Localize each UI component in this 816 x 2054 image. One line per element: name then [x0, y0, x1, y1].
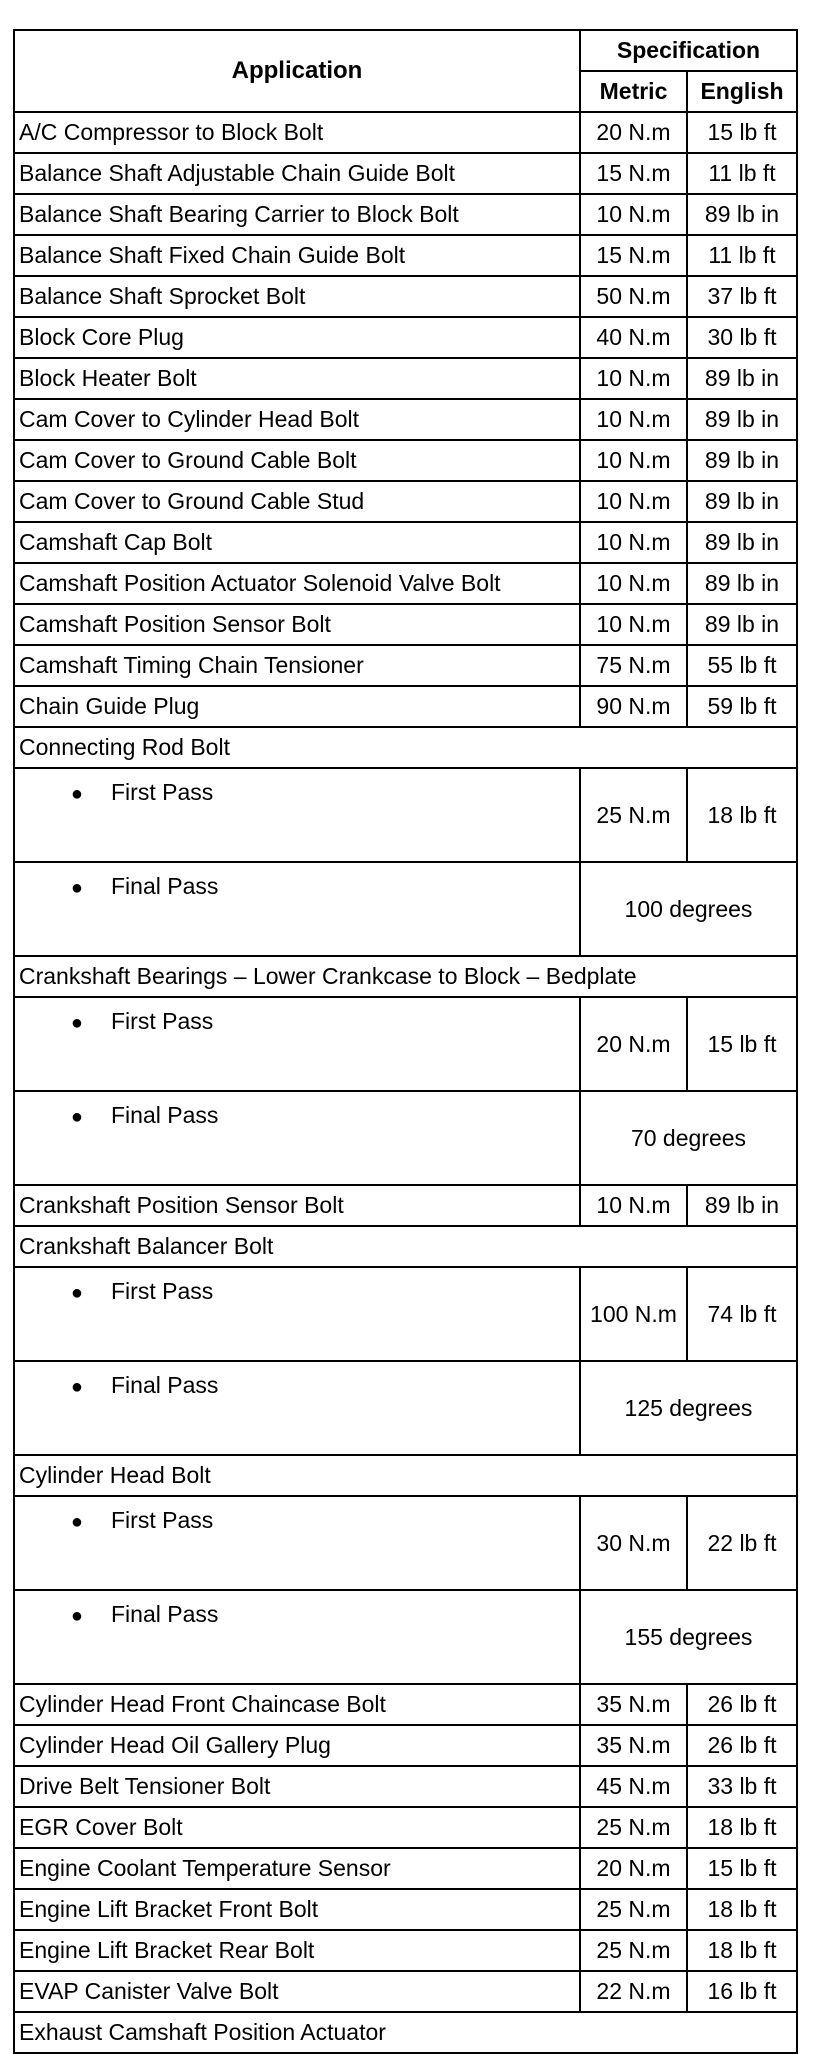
- metric-cell: 10 N.m: [580, 358, 687, 399]
- application-cell: Cam Cover to Cylinder Head Bolt: [14, 399, 580, 440]
- table-row: [14, 1930, 797, 1971]
- metric-cell: 10 N.m: [580, 563, 687, 604]
- bullet-icon: ●: [70, 1012, 83, 1034]
- application-cell: A/C Compressor to Block Bolt: [14, 112, 580, 153]
- metric-cell: 15 N.m: [580, 235, 687, 276]
- english-cell: 37 lb ft: [687, 276, 797, 317]
- metric-cell: 50 N.m: [580, 276, 687, 317]
- english-cell: 11 lb ft: [687, 235, 797, 276]
- group-heading-cell: Exhaust Camshaft Position Actuator: [14, 2012, 797, 2053]
- metric-cell: 20 N.m: [580, 112, 687, 153]
- metric-cell: 40 N.m: [580, 317, 687, 358]
- application-cell: Cylinder Head Front Chaincase Bolt: [14, 1684, 580, 1725]
- table-row: [14, 1766, 797, 1807]
- step-label: Final Pass: [111, 1102, 219, 1128]
- table-row: [14, 686, 797, 727]
- english-header: English: [687, 71, 797, 112]
- application-cell: Camshaft Timing Chain Tensioner: [14, 645, 580, 686]
- metric-cell: 35 N.m: [580, 1725, 687, 1766]
- english-cell: 15 lb ft: [687, 997, 797, 1091]
- step-cell: [14, 1590, 580, 1684]
- table-row: [14, 563, 797, 604]
- english-cell: 15 lb ft: [687, 1848, 797, 1889]
- table-row: [14, 1725, 797, 1766]
- metric-cell: 25 N.m: [580, 1930, 687, 1971]
- metric-cell: 20 N.m: [580, 997, 687, 1091]
- english-cell: 89 lb in: [687, 194, 797, 235]
- table-row: [14, 2012, 797, 2053]
- table-row: [14, 956, 797, 997]
- bullet-icon: ●: [70, 1106, 83, 1128]
- table-row: [14, 399, 797, 440]
- application-cell: Chain Guide Plug: [14, 686, 580, 727]
- table-row: [14, 358, 797, 399]
- step-label: First Pass: [111, 779, 214, 805]
- application-cell: Drive Belt Tensioner Bolt: [14, 1766, 580, 1807]
- specification-header: Specification: [580, 30, 797, 71]
- application-cell: Cam Cover to Ground Cable Bolt: [14, 440, 580, 481]
- table-row: [14, 1971, 797, 2012]
- group-heading-cell: Crankshaft Bearings – Lower Crankcase to Block – Bedplate: [14, 956, 797, 997]
- english-cell: 89 lb in: [687, 604, 797, 645]
- table-row: [14, 194, 797, 235]
- bullet-icon: ●: [70, 1282, 83, 1304]
- step-cell: [14, 768, 580, 862]
- english-cell: 11 lb ft: [687, 153, 797, 194]
- english-cell: 89 lb in: [687, 399, 797, 440]
- english-cell: 89 lb in: [687, 563, 797, 604]
- metric-cell: 10 N.m: [580, 440, 687, 481]
- step-label: Final Pass: [111, 1372, 219, 1398]
- angle-spec-cell: 125 degrees: [580, 1361, 797, 1455]
- application-cell: Camshaft Position Sensor Bolt: [14, 604, 580, 645]
- table-row: [14, 645, 797, 686]
- application-cell: Balance Shaft Sprocket Bolt: [14, 276, 580, 317]
- table-row: [14, 997, 797, 1091]
- english-cell: 59 lb ft: [687, 686, 797, 727]
- table-row: [14, 1091, 797, 1185]
- english-cell: 89 lb in: [687, 522, 797, 563]
- table-row: [14, 440, 797, 481]
- step-label: Final Pass: [111, 873, 219, 899]
- english-cell: 74 lb ft: [687, 1267, 797, 1361]
- english-cell: 18 lb ft: [687, 1930, 797, 1971]
- metric-cell: 15 N.m: [580, 153, 687, 194]
- step-label: First Pass: [111, 1278, 214, 1304]
- table-row: [14, 481, 797, 522]
- metric-cell: 35 N.m: [580, 1684, 687, 1725]
- english-cell: 26 lb ft: [687, 1684, 797, 1725]
- table-row: [14, 112, 797, 153]
- group-heading-cell: Crankshaft Balancer Bolt: [14, 1226, 797, 1267]
- table-row: [14, 1848, 797, 1889]
- application-cell: EGR Cover Bolt: [14, 1807, 580, 1848]
- angle-spec-cell: 100 degrees: [580, 862, 797, 956]
- step-cell: [14, 1267, 580, 1361]
- bullet-icon: ●: [70, 877, 83, 899]
- metric-cell: 10 N.m: [580, 604, 687, 645]
- metric-header: Metric: [580, 71, 687, 112]
- step-cell: [14, 1091, 580, 1185]
- english-cell: 89 lb in: [687, 1185, 797, 1226]
- bullet-icon: ●: [70, 783, 83, 805]
- table-row: [14, 768, 797, 862]
- application-cell: Crankshaft Position Sensor Bolt: [14, 1185, 580, 1226]
- spec-body: [14, 112, 797, 2053]
- table-row: [14, 1455, 797, 1496]
- table-row: [14, 862, 797, 956]
- table-row: [14, 604, 797, 645]
- step-cell: [14, 997, 580, 1091]
- metric-cell: 10 N.m: [580, 1185, 687, 1226]
- english-cell: 22 lb ft: [687, 1496, 797, 1590]
- group-heading-cell: Connecting Rod Bolt: [14, 727, 797, 768]
- application-cell: EVAP Canister Valve Bolt: [14, 1971, 580, 2012]
- application-cell: Balance Shaft Bearing Carrier to Block Bolt: [14, 194, 580, 235]
- table-row: [14, 1361, 797, 1455]
- metric-cell: 20 N.m: [580, 1848, 687, 1889]
- step-cell: [14, 1361, 580, 1455]
- metric-cell: 75 N.m: [580, 645, 687, 686]
- metric-cell: 10 N.m: [580, 522, 687, 563]
- table-row: [14, 1590, 797, 1684]
- group-heading-cell: Cylinder Head Bolt: [14, 1455, 797, 1496]
- table-row: [14, 1684, 797, 1725]
- application-cell: Engine Lift Bracket Front Bolt: [14, 1889, 580, 1930]
- angle-spec-cell: 155 degrees: [580, 1590, 797, 1684]
- english-cell: 26 lb ft: [687, 1725, 797, 1766]
- table-row: [14, 153, 797, 194]
- english-cell: 55 lb ft: [687, 645, 797, 686]
- english-cell: 16 lb ft: [687, 1971, 797, 2012]
- english-cell: 33 lb ft: [687, 1766, 797, 1807]
- english-cell: 15 lb ft: [687, 112, 797, 153]
- metric-cell: 10 N.m: [580, 399, 687, 440]
- step-label: First Pass: [111, 1507, 214, 1533]
- application-cell: Cylinder Head Oil Gallery Plug: [14, 1725, 580, 1766]
- table-row: [14, 1496, 797, 1590]
- table-row: [14, 1807, 797, 1848]
- table-row: [14, 1185, 797, 1226]
- application-cell: Balance Shaft Adjustable Chain Guide Bolt: [14, 153, 580, 194]
- metric-cell: 45 N.m: [580, 1766, 687, 1807]
- bullet-icon: ●: [70, 1605, 83, 1627]
- step-cell: [14, 862, 580, 956]
- english-cell: 18 lb ft: [687, 768, 797, 862]
- application-cell: Block Core Plug: [14, 317, 580, 358]
- english-cell: 18 lb ft: [687, 1889, 797, 1930]
- table-row: [14, 276, 797, 317]
- english-cell: 89 lb in: [687, 481, 797, 522]
- torque-spec-table: [13, 29, 798, 2054]
- table-row: [14, 727, 797, 768]
- application-cell: Camshaft Position Actuator Solenoid Valve Bolt: [14, 563, 580, 604]
- english-cell: 18 lb ft: [687, 1807, 797, 1848]
- metric-cell: 90 N.m: [580, 686, 687, 727]
- table-row: [14, 235, 797, 276]
- table-row: [14, 522, 797, 563]
- bullet-icon: ●: [70, 1376, 83, 1398]
- application-cell: Cam Cover to Ground Cable Stud: [14, 481, 580, 522]
- application-cell: Balance Shaft Fixed Chain Guide Bolt: [14, 235, 580, 276]
- application-cell: Engine Lift Bracket Rear Bolt: [14, 1930, 580, 1971]
- metric-cell: 25 N.m: [580, 768, 687, 862]
- table-row: [14, 1889, 797, 1930]
- metric-cell: 10 N.m: [580, 194, 687, 235]
- step-label: First Pass: [111, 1008, 214, 1034]
- metric-cell: 22 N.m: [580, 1971, 687, 2012]
- bullet-icon: ●: [70, 1511, 83, 1533]
- step-label: Final Pass: [111, 1601, 219, 1627]
- application-cell: Engine Coolant Temperature Sensor: [14, 1848, 580, 1889]
- table-row: [14, 317, 797, 358]
- angle-spec-cell: 70 degrees: [580, 1091, 797, 1185]
- metric-cell: 10 N.m: [580, 481, 687, 522]
- application-header: Application: [14, 30, 580, 112]
- table-row: [14, 1267, 797, 1361]
- english-cell: 89 lb in: [687, 440, 797, 481]
- metric-cell: 25 N.m: [580, 1807, 687, 1848]
- english-cell: 89 lb in: [687, 358, 797, 399]
- step-cell: [14, 1496, 580, 1590]
- table-row: [14, 1226, 797, 1267]
- metric-cell: 25 N.m: [580, 1889, 687, 1930]
- metric-cell: 100 N.m: [580, 1267, 687, 1361]
- english-cell: 30 lb ft: [687, 317, 797, 358]
- application-cell: Block Heater Bolt: [14, 358, 580, 399]
- metric-cell: 30 N.m: [580, 1496, 687, 1590]
- application-cell: Camshaft Cap Bolt: [14, 522, 580, 563]
